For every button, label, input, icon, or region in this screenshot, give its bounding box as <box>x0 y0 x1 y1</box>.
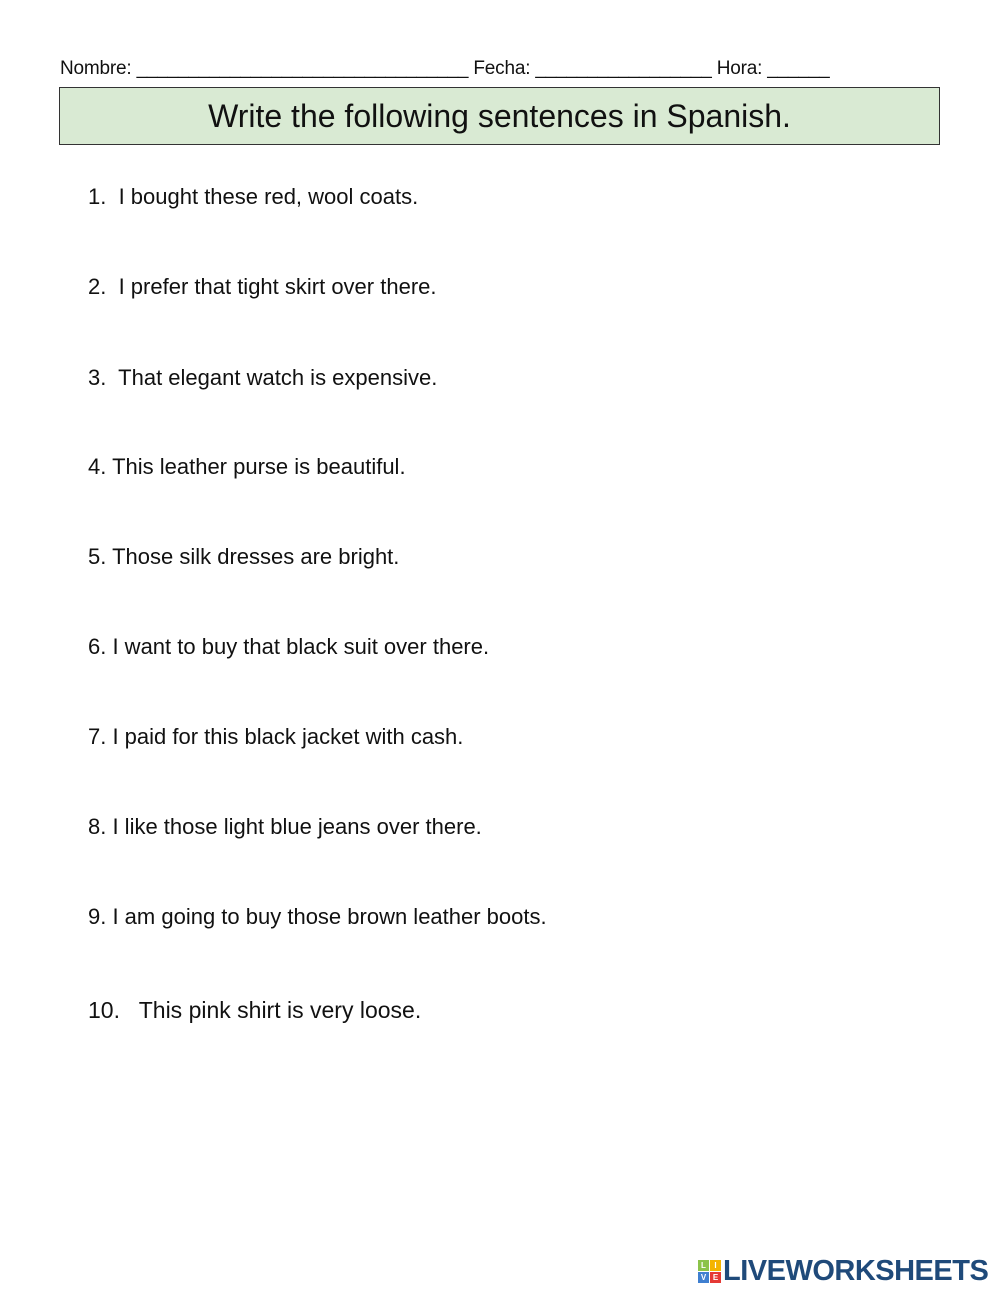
sentence-item: 10. This pink shirt is very loose. <box>88 997 422 1023</box>
logo-tile: L <box>698 1260 709 1271</box>
instruction-title: Write the following sentences in Spanish. <box>208 97 791 134</box>
sentence-item: 3. That elegant watch is expensive. <box>88 365 438 390</box>
logo-tile: V <box>698 1272 709 1283</box>
sentence-item: 1. I bought these red, wool coats. <box>88 184 419 209</box>
liveworksheets-logo <box>698 1255 988 1288</box>
sentence-item: 7. I paid for this black jacket with cash. <box>88 724 464 749</box>
name-label: Nombre: <box>60 58 132 79</box>
sentence-item: 5. Those silk dresses are bright. <box>88 544 400 569</box>
sentence-item: 9. I am going to buy those brown leather boots. <box>88 904 547 929</box>
sentence-item: 8. I like those light blue jeans over there. <box>88 814 482 839</box>
sentence-item: 4. This leather purse is beautiful. <box>88 454 406 479</box>
sentence-item: 2. I prefer that tight skirt over there. <box>88 274 437 299</box>
logo-tile: E <box>710 1272 721 1283</box>
time-label: Hora: <box>716 58 763 79</box>
date-label: Fecha: <box>473 58 531 79</box>
logo-tiles-icon <box>698 1260 721 1283</box>
logo-text: LIVEWORKSHEETS <box>723 1255 989 1287</box>
sentence-item: 6. I want to buy that black suit over there. <box>88 634 490 659</box>
time-blank[interactable]: ______ <box>767 58 830 79</box>
name-blank[interactable]: ________________________________ <box>136 58 469 79</box>
logo-tile: I <box>710 1260 721 1271</box>
instruction-banner <box>59 87 940 145</box>
header-fields <box>60 58 830 80</box>
date-blank[interactable]: _________________ <box>535 58 712 79</box>
